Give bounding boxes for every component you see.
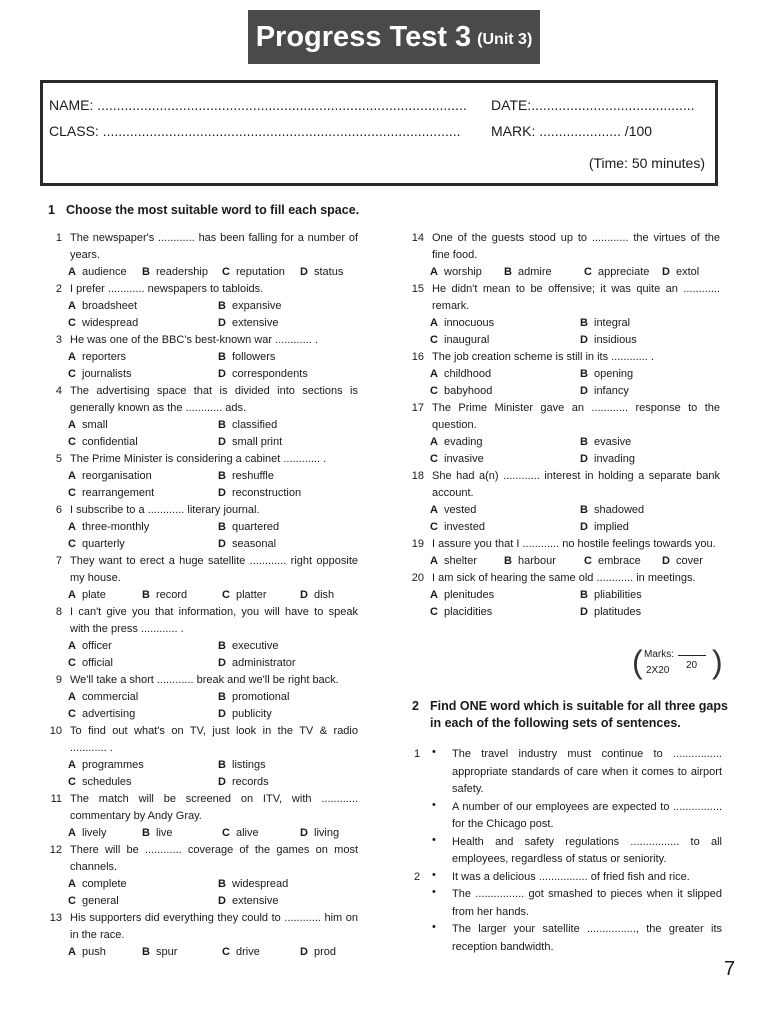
gap-sentence: appropriate standards of care when it comes to airport bbox=[452, 765, 722, 778]
option-b[interactable]: B record bbox=[142, 589, 188, 601]
bullet-icon: • bbox=[432, 886, 436, 898]
question-number: 9 bbox=[55, 674, 62, 686]
option-c[interactable]: C babyhood bbox=[430, 385, 493, 397]
option-b[interactable]: B spur bbox=[142, 946, 178, 958]
option-c[interactable]: C schedules bbox=[68, 776, 132, 788]
option-b[interactable]: B shadowed bbox=[580, 504, 645, 516]
question-9 bbox=[42, 672, 358, 689]
question-text: in the race. bbox=[70, 929, 125, 941]
question-text: remark. bbox=[432, 300, 470, 312]
gap-sentence: A number of our employees are expected to ................ bbox=[452, 800, 722, 813]
option-b[interactable]: B integral bbox=[580, 317, 631, 329]
page-number: 7 bbox=[724, 958, 736, 980]
question-number: 17 bbox=[411, 402, 424, 414]
student-info-box bbox=[40, 80, 718, 186]
option-c[interactable]: C official bbox=[68, 657, 113, 669]
option-c[interactable]: C reputation bbox=[222, 266, 285, 278]
question-8 bbox=[42, 604, 358, 638]
option-c[interactable]: C invasive bbox=[430, 453, 484, 465]
option-b[interactable]: B listings bbox=[218, 759, 266, 771]
question-text: One of the guests stood up to ............ the virtues of the bbox=[432, 232, 720, 244]
question-number: 14 bbox=[411, 232, 424, 244]
question-text: fine food. bbox=[432, 249, 478, 261]
bullet-icon: • bbox=[432, 921, 436, 933]
gap-sentence: Health and safety regulations ................ to all bbox=[452, 835, 722, 848]
option-a[interactable]: A plate bbox=[68, 589, 106, 601]
gap-item-number: 1 bbox=[414, 748, 421, 760]
question-18 bbox=[404, 468, 720, 502]
option-c[interactable]: C quarterly bbox=[68, 538, 125, 550]
question-number: 6 bbox=[55, 504, 62, 516]
option-b[interactable]: B executive bbox=[218, 640, 279, 652]
gap-sentence: for the Chicago post. bbox=[452, 818, 554, 830]
option-a[interactable]: A reporters bbox=[68, 351, 127, 363]
option-c[interactable]: C drive bbox=[222, 946, 260, 958]
time-limit: (Time: 50 minutes) bbox=[588, 155, 705, 171]
section-1-instruction: Choose the most suitable word to fill each space. bbox=[66, 203, 360, 217]
question-number: 7 bbox=[55, 555, 62, 567]
option-a[interactable]: A vested bbox=[430, 504, 477, 516]
test-unit: (Unit 3) bbox=[477, 31, 533, 48]
option-a[interactable]: A push bbox=[68, 946, 106, 958]
option-d[interactable]: D implied bbox=[580, 521, 629, 533]
option-a[interactable]: A plenitudes bbox=[430, 589, 495, 601]
option-c[interactable]: C general bbox=[68, 895, 119, 907]
question-2 bbox=[42, 281, 358, 298]
marks-calc: 2X20 bbox=[646, 665, 670, 676]
bullet-icon: • bbox=[432, 798, 436, 811]
mark-field[interactable]: MARK: ..................... /100 bbox=[491, 123, 653, 139]
option-c[interactable]: C rearrangement bbox=[68, 487, 155, 499]
question-text: He was one of the BBC's best-known war ............ . bbox=[70, 334, 318, 346]
option-c[interactable]: C widespread bbox=[68, 317, 139, 329]
option-b[interactable]: B admire bbox=[504, 266, 552, 278]
option-b[interactable]: B promotional bbox=[218, 691, 290, 703]
question-text: ............ . bbox=[70, 742, 113, 754]
option-c[interactable]: C advertising bbox=[68, 708, 136, 720]
bullet-icon: • bbox=[432, 868, 436, 881]
option-d[interactable]: D insidious bbox=[580, 334, 637, 346]
question-text: He didn't mean to be offensive; it was quite an ............ bbox=[432, 283, 720, 295]
question-text: account. bbox=[432, 487, 474, 499]
question-text: The match will be screened on ITV, with ............ bbox=[70, 793, 358, 805]
question-text: I am sick of hearing the same old ............ in meetings. bbox=[432, 572, 696, 584]
question-text: with the press ............ . bbox=[70, 623, 184, 635]
question-text: channels. bbox=[70, 861, 118, 873]
question-text: commentary by Andy Gray. bbox=[70, 810, 202, 822]
option-d[interactable]: D extensive bbox=[218, 895, 279, 907]
option-a[interactable]: A innocuous bbox=[430, 317, 495, 329]
option-d[interactable]: D dish bbox=[300, 589, 335, 601]
option-c[interactable]: C platter bbox=[222, 589, 267, 601]
question-text: my house. bbox=[70, 572, 121, 584]
option-d[interactable]: D records bbox=[218, 776, 269, 788]
gap-sentence: from her hands. bbox=[452, 905, 530, 918]
option-d[interactable]: D extol bbox=[662, 266, 700, 278]
option-c[interactable]: C alive bbox=[222, 827, 259, 839]
question-number: 16 bbox=[411, 351, 424, 363]
question-number: 8 bbox=[55, 606, 62, 618]
question-20 bbox=[404, 570, 720, 587]
question-number: 2 bbox=[55, 283, 62, 295]
option-c[interactable]: C appreciate bbox=[584, 266, 650, 278]
test-title-banner bbox=[248, 10, 540, 64]
option-d[interactable]: D reconstruction bbox=[218, 487, 302, 499]
question-text: His supporters did everything they could to ............ him on bbox=[70, 912, 358, 924]
option-d[interactable]: D cover bbox=[662, 555, 703, 567]
option-b[interactable]: B readership bbox=[142, 266, 208, 278]
question-number: 20 bbox=[411, 572, 424, 584]
gap-item-number: 2 bbox=[414, 870, 421, 883]
option-a[interactable]: A officer bbox=[68, 640, 112, 652]
option-d[interactable]: D administrator bbox=[218, 657, 296, 669]
option-d[interactable]: D correspondents bbox=[218, 368, 308, 380]
question-text: They want to erect a huge satellite ............ right opposite bbox=[70, 555, 358, 567]
question-4 bbox=[42, 383, 358, 417]
question-12 bbox=[42, 842, 358, 876]
option-c[interactable]: C placidities bbox=[430, 606, 493, 618]
option-a[interactable]: A audience bbox=[68, 266, 127, 278]
question-text: question. bbox=[432, 419, 477, 431]
option-a[interactable]: A worship bbox=[430, 266, 482, 278]
option-b[interactable]: B expansive bbox=[218, 300, 282, 312]
question-16 bbox=[404, 349, 720, 366]
option-d[interactable]: D publicity bbox=[218, 708, 272, 720]
option-c[interactable]: C journalists bbox=[68, 368, 132, 380]
marks-label: Marks: bbox=[644, 649, 674, 660]
question-number: 3 bbox=[55, 334, 62, 346]
question-14 bbox=[404, 230, 720, 264]
question-1 bbox=[42, 230, 358, 264]
option-b[interactable]: B evasive bbox=[580, 436, 632, 448]
question-text: The advertising space that is divided into sections is bbox=[70, 385, 358, 397]
option-d[interactable]: D invading bbox=[580, 453, 635, 465]
question-13 bbox=[42, 910, 358, 944]
gap-sentence: The larger your satellite ................, the greater its bbox=[452, 923, 722, 935]
option-c[interactable]: C inaugural bbox=[430, 334, 490, 346]
question-number: 5 bbox=[55, 453, 62, 465]
option-d[interactable]: D platitudes bbox=[580, 606, 642, 618]
question-7 bbox=[42, 553, 358, 587]
gap-sentence: The travel industry must continue to ................ bbox=[452, 748, 722, 760]
question-6 bbox=[42, 502, 358, 519]
option-d[interactable]: D living bbox=[300, 827, 340, 839]
test-title: Progress Test 3 bbox=[255, 20, 472, 53]
option-a[interactable]: A three-monthly bbox=[68, 521, 150, 533]
section-2-instruction-2: in each of the following sets of sentences. bbox=[430, 716, 681, 730]
gap-sentence: safety. bbox=[452, 783, 484, 795]
option-a[interactable]: A small bbox=[68, 419, 108, 431]
section-2-number: 2 bbox=[412, 699, 419, 713]
option-d[interactable]: D status bbox=[300, 266, 344, 278]
option-a[interactable]: A broadsheet bbox=[68, 300, 138, 312]
bullet-icon: • bbox=[432, 746, 436, 758]
question-text: We'll take a short ............ break and we'll be right back. bbox=[70, 674, 339, 686]
option-c[interactable]: C confidential bbox=[68, 436, 138, 448]
option-b[interactable]: B quartered bbox=[218, 521, 280, 533]
option-a[interactable]: A complete bbox=[68, 878, 127, 890]
gap-sentence: The ................ got smashed to pieces when it slipped bbox=[452, 888, 722, 900]
option-c[interactable]: C invested bbox=[430, 521, 485, 533]
question-number: 4 bbox=[55, 385, 62, 397]
question-text: I assure you that I ............ no hostile feelings towards you. bbox=[432, 538, 716, 550]
question-3 bbox=[42, 332, 358, 349]
option-b[interactable]: B harbour bbox=[504, 555, 556, 567]
question-5 bbox=[42, 451, 358, 468]
question-text: I subscribe to a ............ literary journal. bbox=[70, 504, 260, 516]
question-text: There will be ............ coverage of the games on most bbox=[70, 844, 358, 856]
option-a[interactable]: A evading bbox=[430, 436, 483, 448]
section-2-instruction-1: Find ONE word which is suitable for all three gaps bbox=[430, 699, 728, 713]
question-number: 19 bbox=[411, 538, 424, 550]
question-text: years. bbox=[70, 249, 100, 261]
question-10 bbox=[42, 723, 358, 757]
question-text: The newspaper's ............ has been falling for a number of bbox=[70, 232, 358, 244]
option-a[interactable]: A shelter bbox=[430, 555, 478, 567]
question-number: 10 bbox=[49, 725, 62, 737]
question-number: 13 bbox=[49, 912, 62, 924]
question-text: She had a(n) ............ interest in holding a separate bank bbox=[432, 470, 720, 482]
question-text: I prefer ............ newspapers to tabloids. bbox=[70, 283, 264, 295]
option-d[interactable]: D small print bbox=[218, 436, 283, 448]
option-b[interactable]: B opening bbox=[580, 368, 634, 380]
question-text: The Prime Minister is considering a cabinet ............ . bbox=[70, 453, 327, 465]
option-b[interactable]: B pliabilities bbox=[580, 589, 642, 601]
option-d[interactable]: D seasonal bbox=[218, 538, 277, 550]
question-number: 1 bbox=[55, 232, 62, 244]
option-d[interactable]: D prod bbox=[300, 946, 337, 958]
option-d[interactable]: D infancy bbox=[580, 385, 629, 397]
option-a[interactable]: A reorganisation bbox=[68, 470, 152, 482]
gap-sentence: reception bandwidth. bbox=[452, 940, 554, 953]
option-a[interactable]: A programmes bbox=[68, 759, 144, 771]
gap-sentence: It was a delicious ................ of fried fish and rice. bbox=[452, 870, 690, 883]
question-number: 15 bbox=[411, 283, 424, 295]
question-17 bbox=[404, 400, 720, 434]
question-text: To find out what's on TV, just look in the TV & radio bbox=[70, 725, 358, 737]
question-text: The Prime Minister gave an ............ response to the bbox=[432, 402, 720, 414]
class-field[interactable]: CLASS: ............................................................................................ bbox=[49, 123, 461, 139]
question-text: generally known as the ............ ads. bbox=[70, 402, 247, 414]
question-15 bbox=[404, 281, 720, 315]
name-field[interactable]: NAME: ............................................................................................... bbox=[49, 97, 467, 113]
bullet-icon: • bbox=[432, 833, 436, 846]
section-1-number: 1 bbox=[48, 203, 55, 217]
option-a[interactable]: A lively bbox=[68, 827, 107, 839]
option-b[interactable]: B widespread bbox=[218, 878, 289, 890]
option-b[interactable]: B reshuffle bbox=[218, 470, 274, 482]
option-c[interactable]: C embrace bbox=[584, 555, 641, 567]
gap-sentence: employees, regardless of status or seniority. bbox=[452, 853, 667, 865]
marks-total: 20 bbox=[686, 660, 698, 671]
option-a[interactable]: A commercial bbox=[68, 691, 139, 703]
option-a[interactable]: A childhood bbox=[430, 368, 492, 380]
question-text: I can't give you that information, you will have to speak bbox=[70, 606, 358, 618]
option-d[interactable]: D extensive bbox=[218, 317, 279, 329]
option-b[interactable]: B live bbox=[142, 827, 173, 839]
question-11 bbox=[42, 791, 358, 825]
question-text: The job creation scheme is still in its ............ . bbox=[432, 351, 654, 363]
question-number: 18 bbox=[411, 470, 424, 482]
question-19 bbox=[404, 536, 720, 553]
date-field[interactable]: DATE:.......................................... bbox=[491, 97, 695, 113]
option-b[interactable]: B followers bbox=[218, 351, 276, 363]
option-b[interactable]: B classified bbox=[218, 419, 278, 431]
question-number: 11 bbox=[50, 793, 62, 805]
section-1-marks: ( ) Marks: 2X20 20 bbox=[632, 644, 723, 680]
question-number: 12 bbox=[49, 844, 62, 856]
